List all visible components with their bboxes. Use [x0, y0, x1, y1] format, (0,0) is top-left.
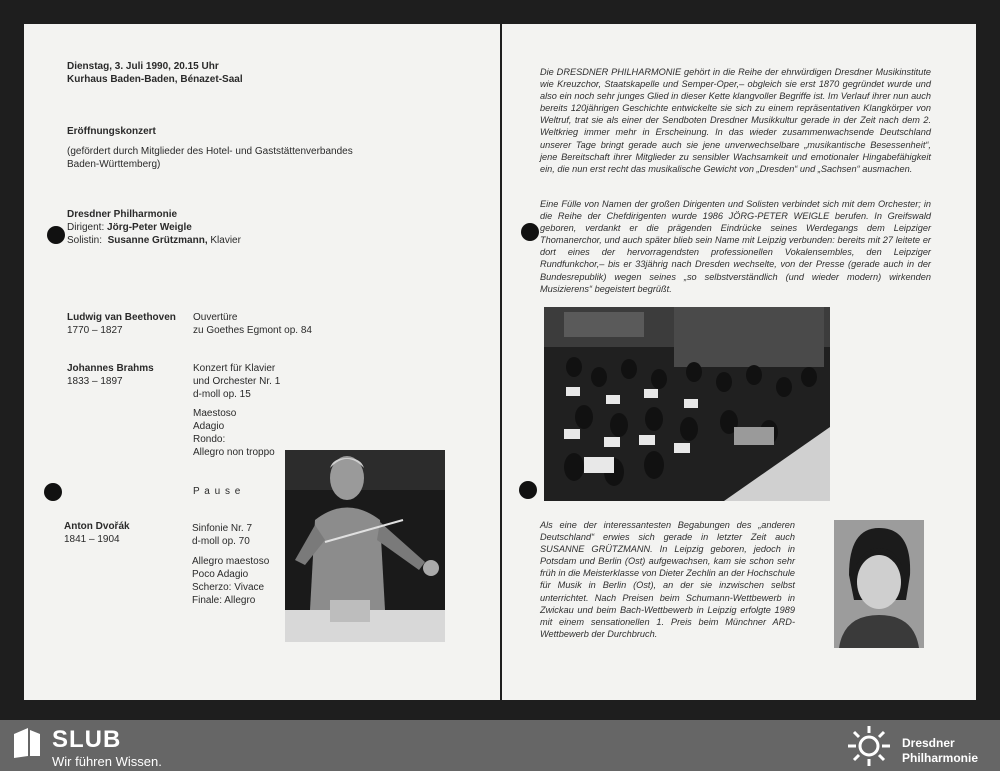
movement: Poco Adagio [192, 569, 249, 580]
philharmonie-logo-icon [844, 724, 894, 768]
orchestra-description: Die DRESDNER PHILHARMONIE gehört in die Reihe der ehrwürdigen Dresdner Musikinstitute wie Kreuzchor, Staatskapelle und Semper-Oper,– obgleich sie erst 1870 gegründet wurde und also ein noch sehr junges Glied in dieser Kette klangvoller Begriffe ist. Im Verlauf ihrer nun auch bereits 120jährigen Geschichte entwickelte sie sich zu einem repräsentativen Klangkörper von Weltruf, trat sie als einer der Sendboten Dresdner Musikkultur gerade in der Zeit nach dem 2. Weltkrieg immer mehr in Erscheinung. In das wieder zusammenwachsende Deutschland unserer Tage bringt gerade auch sie jene unverwechselbare „musikantische Besessenheit“, jene Bereitschaft ihrer Mitglieder zu sensibler Wachsamkeit und emotionaler Hingabefähigkeit ein, die nun erst recht das musikalische Gewicht von „Dresden“ und „Sachsen“ ausmachen. [540, 67, 931, 174]
movement: Adagio [193, 421, 225, 432]
soloist-photo [834, 520, 924, 648]
concert-venue: Kurhaus Baden-Baden, Bénazet-Saal [67, 74, 243, 85]
punch-hole [47, 226, 65, 244]
soloist-line: Solistin: Susanne Grützmann, Klavier [67, 235, 241, 246]
years-dvorak: 1841 – 1904 [64, 534, 120, 545]
soloist-description: Als eine der interessantesten Begabungen des „anderen Deutschland“ erwies sich gerade in letzter Zeit auch SUSANNE GRÜTZMANN. In Leipzig geboren, jedoch in Potsdam und Berlin (Ost) aufgewachsen, kam sie schon sehr früh in die Meisterklasse von Dieter Zechlin an der Hochschule für Musik in Berlin (Ost), an der sie inzwischen selbst unterrichtet. Nach Preisen beim Schumann-Wettbewerb in Zwickau und beim Bach-Wettbewerb in Leipzig erfolgte 1989 mit einem sensationellen 1. Preis beim Münchner ARD-Wettbewerb der Durchbruch. [540, 520, 795, 639]
pause-label: P a u s e [193, 486, 242, 497]
years-beethoven: 1770 – 1827 [67, 325, 123, 336]
composer-brahms: Johannes Brahms [67, 363, 154, 374]
work-line: d-moll op. 70 [192, 536, 250, 547]
punch-hole [519, 481, 537, 499]
movement: Maestoso [193, 408, 237, 419]
concert-title: Eröffnungskonzert [67, 126, 156, 137]
work-line: d-moll op. 15 [193, 389, 251, 400]
composer-dvorak: Anton Dvořák [64, 521, 130, 532]
conductor-line: Dirigent: Jörg-Peter Weigle [67, 222, 192, 233]
work-line: und Orchester Nr. 1 [193, 376, 281, 387]
conductor-photo [285, 450, 445, 642]
work-line: Ouvertüre [193, 312, 238, 323]
years-brahms: 1833 – 1897 [67, 376, 123, 387]
orchestra-name: Dresdner Philharmonie [67, 209, 178, 220]
movement: Allegro non troppo [193, 447, 275, 458]
composer-beethoven: Ludwig van Beethoven [67, 312, 176, 323]
movement: Rondo: [193, 434, 226, 445]
concert-date: Dienstag, 3. Juli 1990, 20.15 Uhr [67, 61, 219, 72]
work-line: Konzert für Klavier [193, 363, 276, 374]
work-line: zu Goethes Egmont op. 84 [193, 325, 312, 336]
slub-name: SLUB [52, 726, 122, 753]
punch-hole [521, 223, 539, 241]
movement: Scherzo: Vivace [192, 582, 265, 593]
movement: Finale: Allegro [192, 595, 256, 606]
sponsor-line-1: (gefördert durch Mitglieder des Hotel- und Gaststättenverbandes [67, 146, 353, 157]
slub-logo-icon [10, 726, 42, 760]
conductor-description: Eine Fülle von Namen der großen Dirigenten und Solisten verbindet sich mit dem Orchester; in die Reihe der Chefdirigenten wurde 1986 JÖRG-PETER WEIGLE berufen. In Greifswald geboren, verdankt er die prägenden Eindrücke seines Werdegangs dem Leipziger Thomanerchor, und auch später blieb sein Name mit Leipzig verbunden: bereits mit 27 leitete er dort eines der hervorragendsten professionellen Vokalensembles, den Leipziger Rundfunkchor,– bis er 33jährig nach Dresden wechselte, von der Presse (gerade auch in der Bundesrepublik) wegen seines „so selbstverständlich (und wieder modern) wirkenden Musizierens“ begeistert begrüßt. [540, 199, 931, 294]
orchestra-photo [544, 307, 830, 501]
punch-hole [44, 483, 62, 501]
slub-tagline: Wir führen Wissen. [52, 754, 162, 769]
philharmonie-name: Dresdner Philharmonie [902, 736, 979, 765]
sponsor-line-2: Baden-Württemberg) [67, 159, 161, 170]
work-line: Sinfonie Nr. 7 [192, 523, 253, 534]
movement: Allegro maestoso [192, 556, 270, 567]
